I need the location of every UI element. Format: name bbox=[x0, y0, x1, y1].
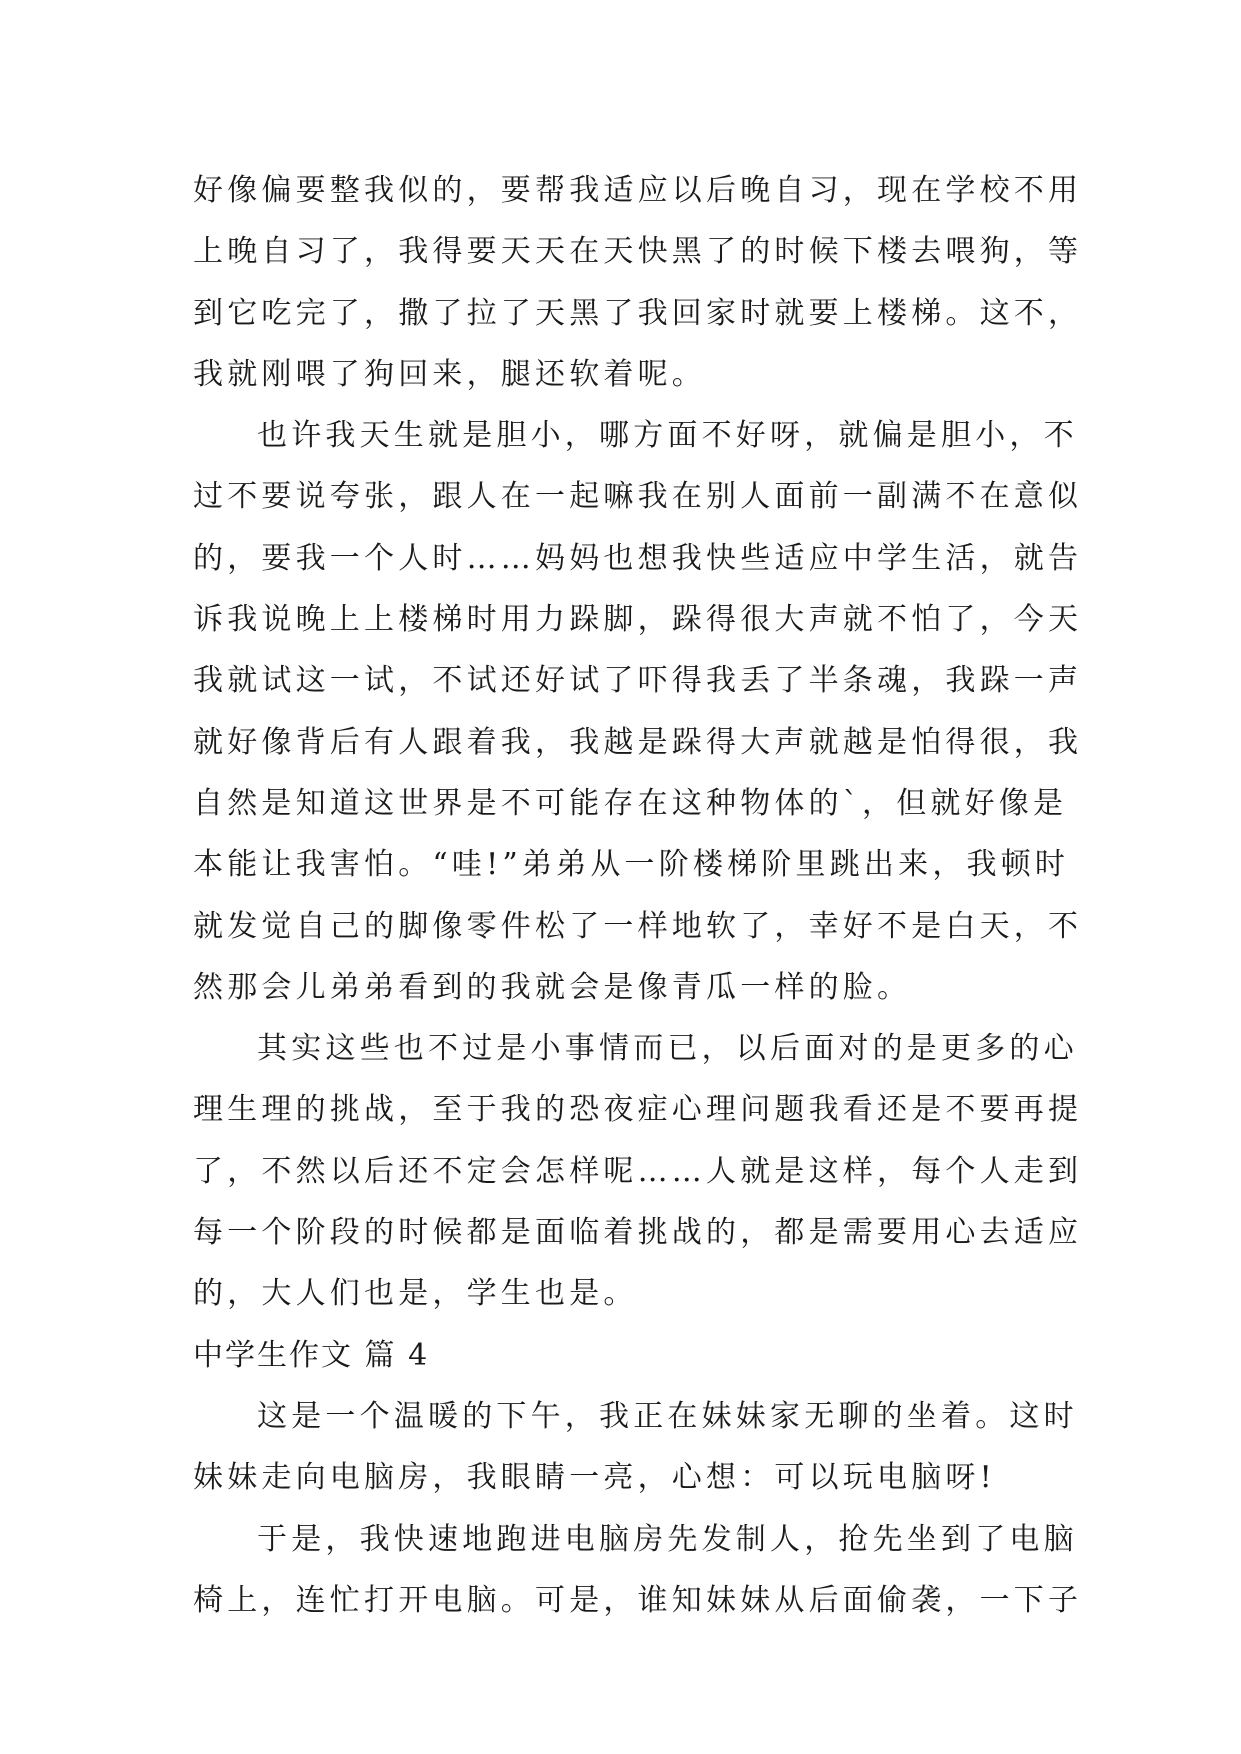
text-line: 的，要我一个人时……妈妈也想我快些适应中学生活，就告 bbox=[193, 540, 1083, 576]
text-line: 诉我说晚上上楼梯时用力跺脚，跺得很大声就不怕了，今天 bbox=[193, 602, 1083, 638]
paragraph-first-line: 这是一个温暖的下午，我正在妹妹家无聊的坐着。这时 bbox=[257, 1398, 1078, 1434]
text-line: 妹妹走向电脑房，我眼睛一亮，心想：可以玩电脑呀! bbox=[193, 1460, 996, 1496]
paragraph-first-line: 也许我天生就是胆小，哪方面不好呀，就偏是胆小，不 bbox=[257, 418, 1078, 454]
section-heading: 中学生作文 篇 4 bbox=[193, 1337, 430, 1373]
text-line: 我就试这一试，不试还好试了吓得我丢了半条魂，我跺一声 bbox=[193, 663, 1083, 699]
text-line: 椅上，连忙打开电脑。可是，谁知妹妹从后面偷袭，一下子 bbox=[193, 1582, 1083, 1618]
text-line: 自然是知道这世界是不可能存在这种物体的`，但就好像是 bbox=[193, 785, 1068, 821]
text-line: 我就刚喂了狗回来，腿还软着呢。 bbox=[193, 356, 706, 392]
text-line: 每一个阶段的时候都是面临着挑战的，都是需要用心去适应 bbox=[193, 1215, 1083, 1251]
paragraph-first-line: 于是，我快速地跑进电脑房先发制人，抢先坐到了电脑 bbox=[257, 1521, 1078, 1557]
text-line: 理生理的挑战，至于我的恐夜症心理问题我看还是不要再提 bbox=[193, 1092, 1083, 1128]
text-line: 然那会儿弟弟看到的我就会是像青瓜一样的脸。 bbox=[193, 969, 912, 1005]
text-line: 就发觉自己的脚像零件松了一样地软了，幸好不是白天，不 bbox=[193, 908, 1083, 944]
text-line: 的，大人们也是，学生也是。 bbox=[193, 1276, 638, 1312]
text-line: 本能让我害怕。“哇!”弟弟从一阶楼梯阶里跳出来，我顿时 bbox=[193, 847, 1070, 883]
text-line: 过不要说夸张，跟人在一起嘛我在别人面前一副满不在意似 bbox=[193, 479, 1083, 515]
paragraph-first-line: 其实这些也不过是小事情而已，以后面对的是更多的心 bbox=[257, 1031, 1078, 1067]
text-line: 到它吃完了，撒了拉了天黑了我回家时就要上楼梯。这不， bbox=[193, 295, 1083, 331]
text-line: 就好像背后有人跟着我，我越是跺得大声就越是怕得很，我 bbox=[193, 724, 1083, 760]
document-page bbox=[193, 160, 1083, 1631]
text-line: 上晚自习了，我得要天天在天快黑了的时候下楼去喂狗，等 bbox=[193, 234, 1083, 270]
text-line: 好像偏要整我似的，要帮我适应以后晚自习，现在学校不用 bbox=[193, 173, 1083, 208]
text-line: 了，不然以后还不定会怎样呢……人就是这样，每个人走到 bbox=[193, 1153, 1083, 1189]
